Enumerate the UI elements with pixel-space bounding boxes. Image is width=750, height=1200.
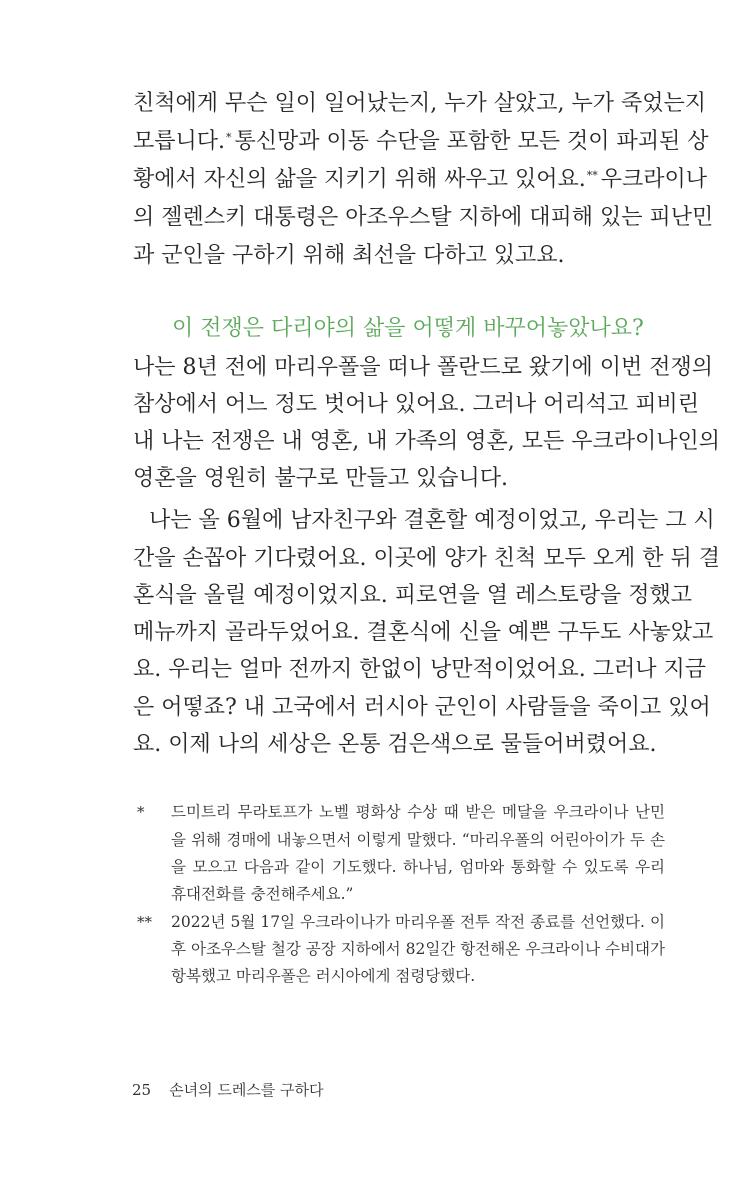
footnote-line: 드미트리 무라토프가 노벨 평화상 수상 때 받은 메달을 우크라이나 난민 (171, 803, 665, 821)
footnote-marker: ** (586, 169, 598, 182)
footnote-line: 2022년 5월 17일 우크라이나가 마리우폴 전투 작전 종료를 선언했다. 이 (171, 913, 665, 931)
footnote-marker: ** (137, 913, 152, 931)
body-text-line: 과 군인을 구하기 위해 최선을 다하고 있고요. (133, 243, 565, 268)
running-title: 손녀의 드레스를 구하다 (169, 1081, 324, 1099)
body-text-segment: 황에서 자신의 삶을 지키기 위해 싸우고 있어요. (133, 167, 586, 192)
body-text-line: 요. 우리는 얼마 전까지 한없이 낭만적이었어요. 그러나 지금 (133, 657, 706, 682)
body-text-line: 참상에서 어느 정도 벗어나 있어요. 그러나 어리석고 피비린 (133, 392, 699, 417)
page-footer (132, 1079, 324, 1101)
body-text-segment: 통신망과 이동 수단을 포함한 모든 것이 파괴된 상 (234, 129, 709, 154)
footnote-line: 후 아조우스탈 철강 공장 지하에서 82일간 항전해온 우크라이나 수비대가 (171, 940, 665, 958)
footnote-line: 을 모으고 다음과 같이 기도했다. 하나님, 엄마와 통화할 수 있도록 우리 (171, 858, 665, 876)
body-text-line (133, 126, 709, 158)
body-text-line: 나는 8년 전에 마리우폴을 떠나 폴란드로 왔기에 이번 전쟁의 (133, 355, 713, 380)
body-text-line: 요. 이제 나의 세상은 온통 검은색으로 물들어버렸어요. (133, 732, 657, 757)
body-text-line: 내 나는 전쟁은 내 영혼, 내 가족의 영혼, 모든 우크라이나인의 (133, 429, 720, 454)
body-text-segment: 모릅니다. (133, 129, 226, 154)
body-text-line (133, 164, 708, 196)
footnote-marker: * (137, 803, 145, 821)
body-text-line: 의 젤렌스키 대통령은 아조우스탈 지하에 대피해 있는 피난민 (133, 205, 714, 230)
body-text-line: 메뉴까지 골라두었어요. 결혼식에 신을 예쁜 구두도 사놓았고 (133, 620, 714, 645)
body-text-line: 혼식을 올릴 예정이었지요. 피로연을 열 레스토랑을 정했고 (133, 583, 693, 608)
body-text-line: 간을 손꼽아 기다렸어요. 이곳에 양가 친척 모두 오게 한 뒤 결 (133, 546, 720, 571)
body-text-line: 영혼을 영원히 불구로 만들고 있습니다. (133, 466, 508, 491)
footnote-marker: * (226, 131, 232, 144)
body-text-line: 나는 올 6월에 남자친구와 결혼할 예정이었고, 우리는 그 시 (149, 508, 715, 533)
footnote-line: 휴대전화를 충전해주세요.” (171, 885, 354, 903)
interview-question: 이 전쟁은 다리야의 삶을 어떻게 바꾸어놓았나요? (172, 316, 644, 341)
footnote-line: 을 위해 경매에 내놓으면서 이렇게 말했다. “마리우폴의 어린아이가 두 손 (171, 831, 665, 849)
body-text-line: 은 어떻죠? 내 고국에서 러시아 군인이 사람들을 죽이고 있어 (133, 695, 711, 720)
body-text-line: 친척에게 무슨 일이 일어났는지, 누가 살았고, 누가 죽었는지 (133, 91, 706, 116)
body-text-segment: 우크라이나 (600, 167, 708, 192)
footnote-line: 항복했고 마리우폴은 러시아에게 점령당했다. (171, 967, 476, 985)
page-number: 25 (132, 1081, 152, 1099)
